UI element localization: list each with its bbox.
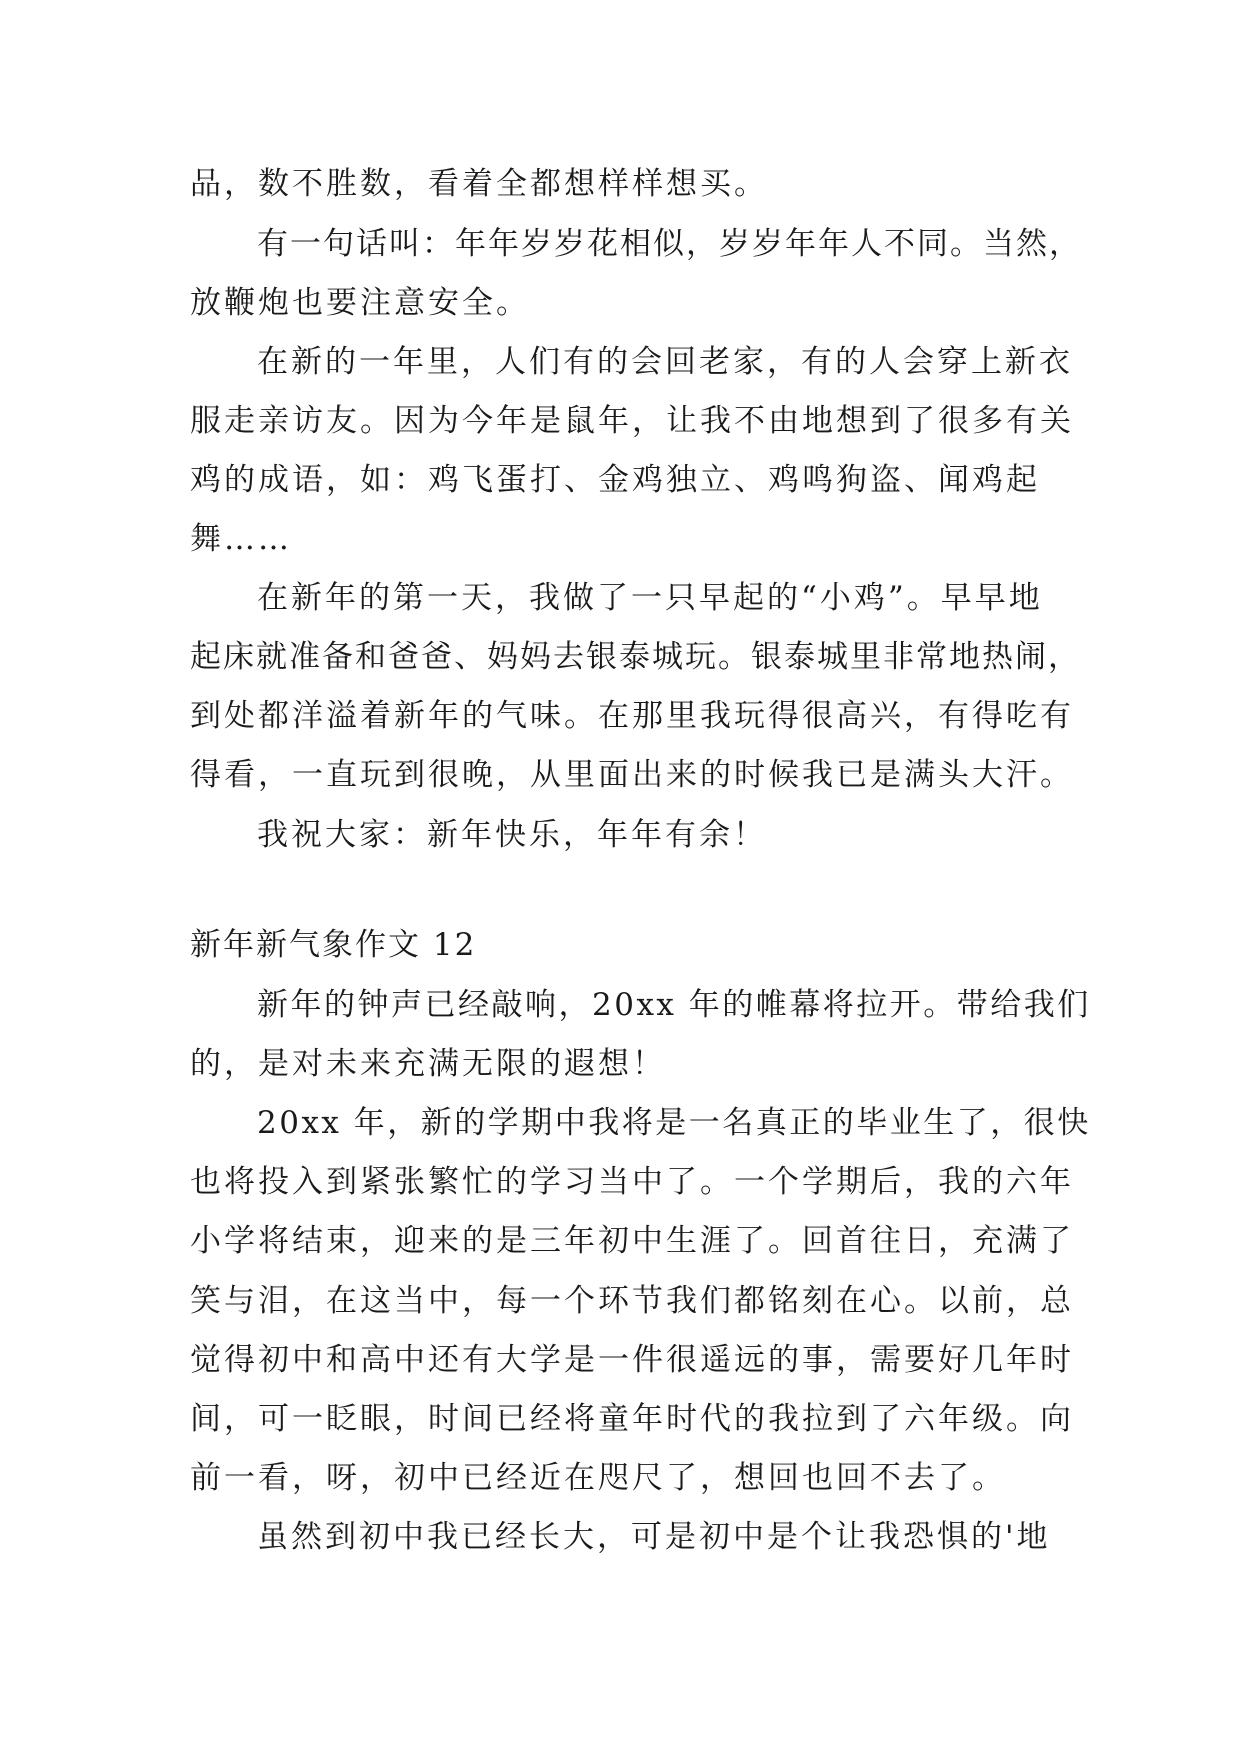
paragraph-line: 到处都洋溢着新年的气味。在那里我玩得很高兴，有得吃有 [190, 698, 1074, 734]
paragraph-line: 觉得初中和高中还有大学是一件很遥远的事，需要好几年时 [190, 1342, 1074, 1378]
paragraph-line: 有一句话叫：年年岁岁花相似，岁岁年年人不同。当然， [257, 226, 1082, 262]
paragraph-line: 前一看，呀，初中已经近在咫尺了，想回也回不去了。 [190, 1460, 1006, 1496]
paragraph-line: 也将投入到紧张繁忙的学习当中了。一个学期后，我的六年 [190, 1164, 1074, 1200]
section-heading: 新年新气象作文 12 [190, 927, 477, 963]
paragraph-line: 20xx 年，新的学期中我将是一名真正的毕业生了，很快 [257, 1105, 1091, 1141]
paragraph-line: 鸡的成语，如：鸡飞蛋打、金鸡独立、鸡鸣狗盗、闻鸡起 [190, 462, 1040, 498]
paragraph-line: 笑与泪，在这当中，每一个环节我们都铭刻在心。以前，总 [190, 1283, 1074, 1319]
paragraph-line: 服走亲访友。因为今年是鼠年，让我不由地想到了很多有关 [190, 403, 1074, 439]
paragraph-line: 得看，一直玩到很晚，从里面出来的时候我已是满头大汗。 [190, 757, 1074, 793]
paragraph-line: 舞…… [190, 521, 292, 557]
paragraph-line: 小学将结束，迎来的是三年初中生涯了。回首往日，充满了 [190, 1223, 1074, 1259]
paragraph-line: 起床就准备和爸爸、妈妈去银泰城玩。银泰城里非常地热闹， [190, 639, 1081, 675]
paragraph-line: 放鞭炮也要注意安全。 [190, 285, 530, 321]
paragraph-line: 品，数不胜数，看着全都想样样想买。 [190, 166, 768, 202]
paragraph-line: 新年的钟声已经敲响，20xx 年的帷幕将拉开。带给我们 [257, 987, 1091, 1023]
paragraph-line: 在新的一年里，人们有的会回老家，有的人会穿上新衣 [257, 344, 1073, 380]
paragraph-line: 虽然到初中我已经长大，可是初中是个让我恐惧的'地 [257, 1519, 1051, 1555]
paragraph-line: 我祝大家：新年快乐，年年有余！ [257, 817, 767, 853]
paragraph-line: 间，可一眨眼，时间已经将童年时代的我拉到了六年级。向 [190, 1401, 1074, 1437]
paragraph-line: 的，是对未来充满无限的遐想！ [190, 1046, 666, 1082]
paragraph-line: 在新年的第一天，我做了一只早起的“小鸡”。早早地 [257, 580, 1043, 616]
